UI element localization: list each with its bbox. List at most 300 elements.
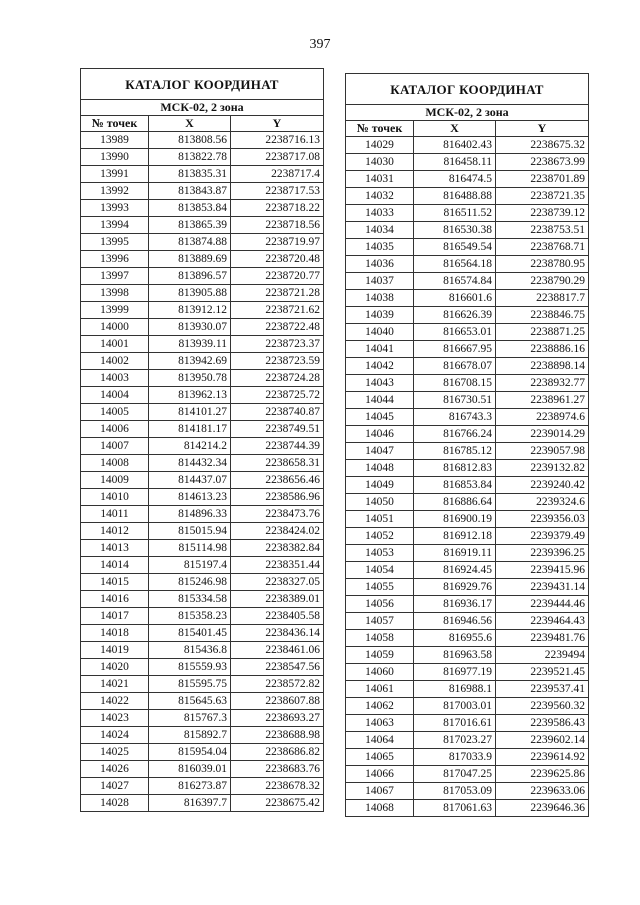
point-number-cell: 14013 <box>81 540 149 557</box>
point-number-cell: 14022 <box>81 693 149 710</box>
point-number-cell: 14031 <box>346 171 414 188</box>
table-row <box>346 409 589 426</box>
point-number-cell: 14001 <box>81 336 149 353</box>
point-number-cell: 14046 <box>346 426 414 443</box>
x-coordinate-cell: 817023.27 <box>414 732 496 749</box>
y-coordinate-cell: 2238389.01 <box>231 591 324 608</box>
table-row <box>81 540 324 557</box>
table-row <box>346 222 589 239</box>
x-coordinate-cell: 817003.01 <box>414 698 496 715</box>
table-row <box>346 171 589 188</box>
x-coordinate-cell: 816812.83 <box>414 460 496 477</box>
table-row <box>346 715 589 732</box>
table-row <box>81 591 324 608</box>
table-row <box>81 370 324 387</box>
point-number-cell: 14015 <box>81 574 149 591</box>
y-coordinate-cell: 2238686.82 <box>231 744 324 761</box>
x-coordinate-cell: 813808.56 <box>149 132 231 149</box>
table-row <box>346 664 589 681</box>
table-row <box>346 783 589 800</box>
point-number-cell: 14042 <box>346 358 414 375</box>
y-coordinate-cell: 2238656.46 <box>231 472 324 489</box>
table-row <box>346 154 589 171</box>
table-row <box>81 472 324 489</box>
point-number-cell: 14032 <box>346 188 414 205</box>
x-coordinate-cell: 816946.56 <box>414 613 496 630</box>
x-coordinate-cell: 816853.84 <box>414 477 496 494</box>
page-number: 397 <box>309 37 331 52</box>
x-coordinate-cell: 817047.25 <box>414 766 496 783</box>
table-row <box>346 256 589 273</box>
x-coordinate-cell: 817053.09 <box>414 783 496 800</box>
y-coordinate-cell: 2238740.87 <box>231 404 324 421</box>
point-number-cell: 13992 <box>81 183 149 200</box>
table-subtitle: МСК-02, 2 зона <box>346 105 589 121</box>
point-number-cell: 13991 <box>81 166 149 183</box>
column-header-y: Y <box>231 116 324 132</box>
x-coordinate-cell: 816988.1 <box>414 681 496 698</box>
y-coordinate-cell: 2238723.59 <box>231 353 324 370</box>
y-coordinate-cell: 2238673.99 <box>496 154 589 171</box>
table-row <box>346 630 589 647</box>
x-coordinate-cell: 815358.23 <box>149 608 231 625</box>
y-coordinate-cell: 2238723.37 <box>231 336 324 353</box>
x-coordinate-cell: 816929.76 <box>414 579 496 596</box>
point-number-cell: 14017 <box>81 608 149 625</box>
y-coordinate-cell: 2238436.14 <box>231 625 324 642</box>
table-row <box>346 341 589 358</box>
x-coordinate-cell: 816708.15 <box>414 375 496 392</box>
point-number-cell: 14012 <box>81 523 149 540</box>
table-row <box>346 188 589 205</box>
y-coordinate-cell: 2239431.14 <box>496 579 589 596</box>
point-number-cell: 14026 <box>81 761 149 778</box>
table-row <box>81 200 324 217</box>
table-row <box>81 183 324 200</box>
table-row <box>81 421 324 438</box>
table-row <box>81 336 324 353</box>
x-coordinate-cell: 815401.45 <box>149 625 231 642</box>
point-number-cell: 13998 <box>81 285 149 302</box>
table-row <box>81 404 324 421</box>
point-number-cell: 14055 <box>346 579 414 596</box>
table-row <box>81 217 324 234</box>
x-coordinate-cell: 816743.3 <box>414 409 496 426</box>
x-coordinate-cell: 813930.07 <box>149 319 231 336</box>
x-coordinate-cell: 814896.33 <box>149 506 231 523</box>
y-coordinate-cell: 2238739.12 <box>496 205 589 222</box>
x-coordinate-cell: 815767.3 <box>149 710 231 727</box>
point-number-cell: 14023 <box>81 710 149 727</box>
table-row <box>346 732 589 749</box>
point-number-cell: 14016 <box>81 591 149 608</box>
x-coordinate-cell: 816667.95 <box>414 341 496 358</box>
y-coordinate-cell: 2238327.05 <box>231 574 324 591</box>
table-row <box>81 132 324 149</box>
y-coordinate-cell: 2238701.89 <box>496 171 589 188</box>
x-coordinate-cell: 817016.61 <box>414 715 496 732</box>
y-coordinate-cell: 2238461.06 <box>231 642 324 659</box>
y-coordinate-cell: 2238688.98 <box>231 727 324 744</box>
point-number-cell: 14005 <box>81 404 149 421</box>
table-row <box>346 205 589 222</box>
point-number-cell: 13994 <box>81 217 149 234</box>
x-coordinate-cell: 816402.43 <box>414 137 496 154</box>
x-coordinate-cell: 816900.19 <box>414 511 496 528</box>
x-coordinate-cell: 816511.52 <box>414 205 496 222</box>
point-number-cell: 14000 <box>81 319 149 336</box>
table-row <box>81 319 324 336</box>
x-coordinate-cell: 814613.23 <box>149 489 231 506</box>
table-row <box>346 273 589 290</box>
point-number-cell: 14062 <box>346 698 414 715</box>
point-number-cell: 14041 <box>346 341 414 358</box>
table-row <box>81 659 324 676</box>
x-coordinate-cell: 815197.4 <box>149 557 231 574</box>
point-number-cell: 14048 <box>346 460 414 477</box>
table-row <box>346 460 589 477</box>
x-coordinate-cell: 813853.84 <box>149 200 231 217</box>
table-row <box>81 693 324 710</box>
x-coordinate-cell: 813874.88 <box>149 234 231 251</box>
point-number-cell: 14024 <box>81 727 149 744</box>
point-number-cell: 14047 <box>346 443 414 460</box>
x-coordinate-cell: 816039.01 <box>149 761 231 778</box>
x-coordinate-cell: 816530.38 <box>414 222 496 239</box>
point-number-cell: 14003 <box>81 370 149 387</box>
point-number-cell: 14004 <box>81 387 149 404</box>
table-row <box>81 455 324 472</box>
y-coordinate-cell: 2238753.51 <box>496 222 589 239</box>
x-coordinate-cell: 817033.9 <box>414 749 496 766</box>
point-number-cell: 14043 <box>346 375 414 392</box>
point-number-cell: 14028 <box>81 795 149 812</box>
y-coordinate-cell: 2239521.45 <box>496 664 589 681</box>
y-coordinate-cell: 2238675.42 <box>231 795 324 812</box>
table-row <box>346 528 589 545</box>
y-coordinate-cell: 2239415.96 <box>496 562 589 579</box>
x-coordinate-cell: 816955.6 <box>414 630 496 647</box>
x-coordinate-cell: 813843.87 <box>149 183 231 200</box>
point-number-cell: 14049 <box>346 477 414 494</box>
x-coordinate-cell: 816919.11 <box>414 545 496 562</box>
point-number-cell: 14006 <box>81 421 149 438</box>
x-coordinate-cell: 816963.58 <box>414 647 496 664</box>
y-coordinate-cell: 2239396.25 <box>496 545 589 562</box>
table-row <box>346 596 589 613</box>
x-coordinate-cell: 813889.69 <box>149 251 231 268</box>
point-number-cell: 14056 <box>346 596 414 613</box>
x-coordinate-cell: 814437.07 <box>149 472 231 489</box>
x-coordinate-cell: 816653.01 <box>414 324 496 341</box>
y-coordinate-cell: 2238719.97 <box>231 234 324 251</box>
table-row <box>346 562 589 579</box>
y-coordinate-cell: 2238721.28 <box>231 285 324 302</box>
point-number-cell: 14007 <box>81 438 149 455</box>
y-coordinate-cell: 2239625.86 <box>496 766 589 783</box>
table-row <box>346 426 589 443</box>
y-coordinate-cell: 2238768.71 <box>496 239 589 256</box>
x-coordinate-cell: 815436.8 <box>149 642 231 659</box>
y-coordinate-cell: 2238725.72 <box>231 387 324 404</box>
table-subtitle: МСК-02, 2 зона <box>81 100 324 116</box>
table-row <box>81 387 324 404</box>
point-number-cell: 14060 <box>346 664 414 681</box>
table-row <box>81 523 324 540</box>
x-coordinate-cell: 813939.11 <box>149 336 231 353</box>
point-number-cell: 14030 <box>346 154 414 171</box>
y-coordinate-cell: 2239356.03 <box>496 511 589 528</box>
x-coordinate-cell: 816678.07 <box>414 358 496 375</box>
y-coordinate-cell: 2238886.16 <box>496 341 589 358</box>
x-coordinate-cell: 813822.78 <box>149 149 231 166</box>
point-number-cell: 14029 <box>346 137 414 154</box>
x-coordinate-cell: 815645.63 <box>149 693 231 710</box>
x-coordinate-cell: 816601.6 <box>414 290 496 307</box>
point-number-cell: 14066 <box>346 766 414 783</box>
x-coordinate-cell: 816549.54 <box>414 239 496 256</box>
x-coordinate-cell: 814432.34 <box>149 455 231 472</box>
x-coordinate-cell: 815015.94 <box>149 523 231 540</box>
point-number-cell: 14059 <box>346 647 414 664</box>
x-coordinate-cell: 814214.2 <box>149 438 231 455</box>
y-coordinate-cell: 2238693.27 <box>231 710 324 727</box>
point-number-cell: 14020 <box>81 659 149 676</box>
point-number-cell: 14063 <box>346 715 414 732</box>
table-row <box>346 766 589 783</box>
table-row <box>81 302 324 319</box>
point-number-cell: 14052 <box>346 528 414 545</box>
point-number-cell: 14057 <box>346 613 414 630</box>
x-coordinate-cell: 816574.84 <box>414 273 496 290</box>
x-coordinate-cell: 816912.18 <box>414 528 496 545</box>
point-number-cell: 14067 <box>346 783 414 800</box>
table-row <box>81 761 324 778</box>
point-number-cell: 14034 <box>346 222 414 239</box>
table-row <box>346 443 589 460</box>
y-coordinate-cell: 2238718.22 <box>231 200 324 217</box>
y-coordinate-cell: 2239379.49 <box>496 528 589 545</box>
x-coordinate-cell: 815892.7 <box>149 727 231 744</box>
y-coordinate-cell: 2239614.92 <box>496 749 589 766</box>
table-row <box>346 494 589 511</box>
x-coordinate-cell: 816273.87 <box>149 778 231 795</box>
table-row <box>81 744 324 761</box>
table-row <box>81 557 324 574</box>
y-coordinate-cell: 2238932.77 <box>496 375 589 392</box>
y-coordinate-cell: 2238607.88 <box>231 693 324 710</box>
y-coordinate-cell: 2239586.43 <box>496 715 589 732</box>
table-row <box>81 710 324 727</box>
table-title: КАТАЛОГ КООРДИНАТ <box>346 74 589 105</box>
point-number-cell: 14010 <box>81 489 149 506</box>
point-number-cell: 14039 <box>346 307 414 324</box>
x-coordinate-cell: 816730.51 <box>414 392 496 409</box>
table-row <box>346 698 589 715</box>
table-row <box>346 681 589 698</box>
table-row <box>81 166 324 183</box>
y-coordinate-cell: 2238572.82 <box>231 676 324 693</box>
point-number-cell: 13997 <box>81 268 149 285</box>
point-number-cell: 14021 <box>81 676 149 693</box>
point-number-cell: 14025 <box>81 744 149 761</box>
point-number-cell: 14011 <box>81 506 149 523</box>
x-coordinate-cell: 816886.64 <box>414 494 496 511</box>
x-coordinate-cell: 816397.7 <box>149 795 231 812</box>
y-coordinate-cell: 2238721.35 <box>496 188 589 205</box>
y-coordinate-cell: 2239560.32 <box>496 698 589 715</box>
column-header-x: X <box>414 121 496 137</box>
point-number-cell: 14051 <box>346 511 414 528</box>
y-coordinate-cell: 2238720.77 <box>231 268 324 285</box>
point-number-cell: 14027 <box>81 778 149 795</box>
y-coordinate-cell: 2239646.36 <box>496 800 589 817</box>
y-coordinate-cell: 2238424.02 <box>231 523 324 540</box>
y-coordinate-cell: 2238790.29 <box>496 273 589 290</box>
point-number-cell: 13989 <box>81 132 149 149</box>
x-coordinate-cell: 813835.31 <box>149 166 231 183</box>
x-coordinate-cell: 813912.12 <box>149 302 231 319</box>
x-coordinate-cell: 816474.5 <box>414 171 496 188</box>
y-coordinate-cell: 2239464.43 <box>496 613 589 630</box>
y-coordinate-cell: 2239132.82 <box>496 460 589 477</box>
x-coordinate-cell: 816785.12 <box>414 443 496 460</box>
point-number-cell: 13999 <box>81 302 149 319</box>
y-coordinate-cell: 2238405.58 <box>231 608 324 625</box>
y-coordinate-cell: 2238898.14 <box>496 358 589 375</box>
table-row <box>81 625 324 642</box>
table-row <box>81 727 324 744</box>
table-row <box>81 506 324 523</box>
y-coordinate-cell: 2238382.84 <box>231 540 324 557</box>
x-coordinate-cell: 813905.88 <box>149 285 231 302</box>
y-coordinate-cell: 2238675.32 <box>496 137 589 154</box>
y-coordinate-cell: 2238473.76 <box>231 506 324 523</box>
x-coordinate-cell: 815954.04 <box>149 744 231 761</box>
x-coordinate-cell: 813896.57 <box>149 268 231 285</box>
point-number-cell: 14037 <box>346 273 414 290</box>
coordinate-catalog-table-left <box>80 68 324 812</box>
x-coordinate-cell: 816766.24 <box>414 426 496 443</box>
table-row <box>346 749 589 766</box>
y-coordinate-cell: 2238817.7 <box>496 290 589 307</box>
x-coordinate-cell: 813950.78 <box>149 370 231 387</box>
table-row <box>346 800 589 817</box>
x-coordinate-cell: 816488.88 <box>414 188 496 205</box>
point-number-cell: 13995 <box>81 234 149 251</box>
y-coordinate-cell: 2239481.76 <box>496 630 589 647</box>
table-row <box>81 438 324 455</box>
y-coordinate-cell: 2238974.6 <box>496 409 589 426</box>
x-coordinate-cell: 816924.45 <box>414 562 496 579</box>
point-number-cell: 14061 <box>346 681 414 698</box>
point-number-cell: 14065 <box>346 749 414 766</box>
x-coordinate-cell: 817061.63 <box>414 800 496 817</box>
y-coordinate-cell: 2239014.29 <box>496 426 589 443</box>
table-row <box>346 290 589 307</box>
point-number-cell: 14040 <box>346 324 414 341</box>
table-row <box>346 358 589 375</box>
x-coordinate-cell: 815334.58 <box>149 591 231 608</box>
y-coordinate-cell: 2238720.48 <box>231 251 324 268</box>
y-coordinate-cell: 2238961.27 <box>496 392 589 409</box>
table-row <box>81 642 324 659</box>
y-coordinate-cell: 2239057.98 <box>496 443 589 460</box>
point-number-cell: 14050 <box>346 494 414 511</box>
y-coordinate-cell: 2238586.96 <box>231 489 324 506</box>
table-title: КАТАЛОГ КООРДИНАТ <box>81 69 324 100</box>
point-number-cell: 14018 <box>81 625 149 642</box>
coordinate-catalog-table-right <box>345 73 589 817</box>
y-coordinate-cell: 2239494 <box>496 647 589 664</box>
point-number-cell: 14002 <box>81 353 149 370</box>
y-coordinate-cell: 2238749.51 <box>231 421 324 438</box>
y-coordinate-cell: 2239633.06 <box>496 783 589 800</box>
y-coordinate-cell: 2239444.46 <box>496 596 589 613</box>
y-coordinate-cell: 2238678.32 <box>231 778 324 795</box>
table-row <box>81 353 324 370</box>
table-row <box>81 489 324 506</box>
x-coordinate-cell: 813942.69 <box>149 353 231 370</box>
x-coordinate-cell: 815559.93 <box>149 659 231 676</box>
table-row <box>346 137 589 154</box>
point-number-cell: 13996 <box>81 251 149 268</box>
y-coordinate-cell: 2238716.13 <box>231 132 324 149</box>
x-coordinate-cell: 816458.11 <box>414 154 496 171</box>
column-header-y: Y <box>496 121 589 137</box>
point-number-cell: 14019 <box>81 642 149 659</box>
x-coordinate-cell: 813962.13 <box>149 387 231 404</box>
column-header-x: X <box>149 116 231 132</box>
x-coordinate-cell: 816977.19 <box>414 664 496 681</box>
y-coordinate-cell: 2238722.48 <box>231 319 324 336</box>
point-number-cell: 14064 <box>346 732 414 749</box>
point-number-cell: 14008 <box>81 455 149 472</box>
table-row <box>81 268 324 285</box>
x-coordinate-cell: 816626.39 <box>414 307 496 324</box>
y-coordinate-cell: 2238724.28 <box>231 370 324 387</box>
table-row <box>346 324 589 341</box>
x-coordinate-cell: 814101.27 <box>149 404 231 421</box>
point-number-cell: 14036 <box>346 256 414 273</box>
y-coordinate-cell: 2239240.42 <box>496 477 589 494</box>
table-row <box>346 375 589 392</box>
y-coordinate-cell: 2238547.56 <box>231 659 324 676</box>
point-number-cell: 14033 <box>346 205 414 222</box>
point-number-cell: 14058 <box>346 630 414 647</box>
point-number-cell: 14053 <box>346 545 414 562</box>
point-number-cell: 14054 <box>346 562 414 579</box>
y-coordinate-cell: 2238721.62 <box>231 302 324 319</box>
table-row <box>346 511 589 528</box>
point-number-cell: 14044 <box>346 392 414 409</box>
x-coordinate-cell: 813865.39 <box>149 217 231 234</box>
y-coordinate-cell: 2239537.41 <box>496 681 589 698</box>
point-number-cell: 14068 <box>346 800 414 817</box>
y-coordinate-cell: 2238718.56 <box>231 217 324 234</box>
table-row <box>81 608 324 625</box>
column-header-point: № точек <box>346 121 414 137</box>
y-coordinate-cell: 2238871.25 <box>496 324 589 341</box>
x-coordinate-cell: 816564.18 <box>414 256 496 273</box>
x-coordinate-cell: 815114.98 <box>149 540 231 557</box>
point-number-cell: 13993 <box>81 200 149 217</box>
x-coordinate-cell: 816936.17 <box>414 596 496 613</box>
point-number-cell: 14014 <box>81 557 149 574</box>
table-row <box>81 795 324 812</box>
table-row <box>346 647 589 664</box>
table-row <box>346 545 589 562</box>
